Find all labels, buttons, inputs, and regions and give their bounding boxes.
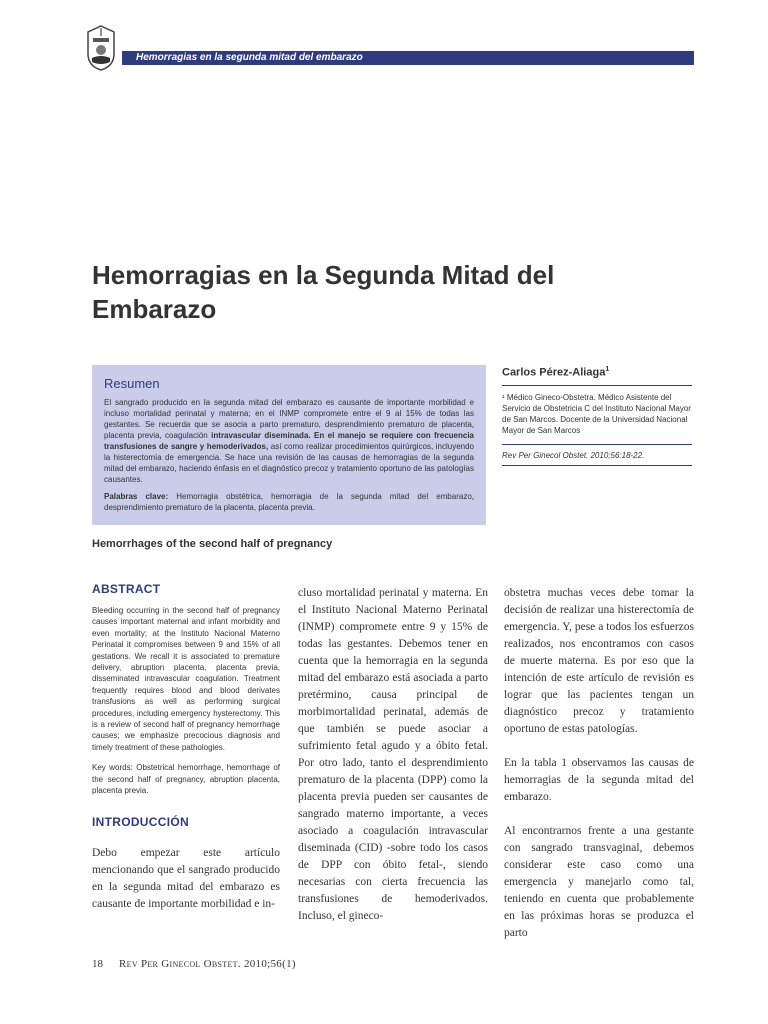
- introduccion-col2-text: cluso mortalidad perinatal y materna. En el Instituto Nacional Materno Perinatal (INMP) compromete entre 9 y 15% de todas las gestantes. Debemos tener en cuenta que la hemorragia en la segunda mitad del embarazo está asociada a parto pretérmino, causa principal de morbimortalidad perinatal, además de que también se puede asociar a sufrimiento fetal agudo y a óbito fetal. Por otro lado, tanto el desprendimiento prematuro de la placenta (DPP) como la placenta previa pueden ser causantes de sangrado materno importante, a veces asociado a coagulación intravascular diseminada (CID) -sobre todo los casos de DPP con óbito fetal-, siendo necesarias con cierta frecuencia las transfusiones de hemoderivados. Incluso, el gineco-: [298, 587, 488, 922]
- abstract-keywords-text: Obstetrical hemorrhage, hemorrhage of the second half of pregnancy, abruption placenta, placenta previa.: [92, 763, 280, 796]
- introduccion-col3-p1: obstetra muchas veces debe tomar la decisión de realizar una histerectomía de emergencia. Y, pese a todos los esfuerzos realizados, nos encontramos con casos de muerte materna. Es por eso que la intención de este artículo de revisión es lograr que las pacientes tengan un diagnóstico precoz y tratamiento oportuno de estas patologías.: [504, 587, 694, 735]
- author-name: [502, 366, 692, 386]
- page-footer: [92, 958, 296, 970]
- abstract-text: Bleeding occurring in the second half of pregnancy causes important maternal and infant morbidity and even mortality; at the Instituto Nacional Materno Perinatal it compromises between 9 and 15% of all gestations. We recall it is associated to premature delivery, abruption placenta, placenta previa, disseminated intravascular coagulation. Treatment frequently requires blood and blood derivates transfusions as well as performing surgical procedures, including emergency hysterectomy. This is a review of second half of pregnancy hemorrhage causes; we emphasize precocious diagnosis and timely treatment of these pathologies.: [92, 606, 280, 752]
- column-2: [298, 585, 488, 925]
- abstract-keywords: [92, 762, 280, 796]
- introduccion-col3-p2: En la tabla 1 observamos las causas de hemorragias de la segunda mitad del embarazo.: [504, 757, 694, 803]
- resumen-text-b: así como realizar procedimientos quirúrgicos, incluyendo la histerectomía de emergencia. Se hace una revisión de las causas de hemorragias de la segunda mitad del embarazo, haciendo énfasis en el diagnóstico precoz y tratamiento oportuno de las patologías causantes.: [104, 442, 475, 484]
- abstract-heading: ABSTRACT: [92, 582, 161, 596]
- resumen-keywords-text: Hemorragia obstétrica, hemorragia de la segunda mitad del embarazo, desprendimiento prematuro de la placenta, placenta previa.: [104, 492, 474, 512]
- author-sup: 1: [605, 366, 610, 373]
- citation: Rev Per Ginecol Obstet. 2010;56:18-22.: [502, 451, 692, 466]
- journal-logo-icon: [84, 24, 118, 72]
- column-3: [504, 585, 694, 942]
- resumen-text: [104, 397, 474, 485]
- abstract-keywords-label: Key words:: [92, 763, 133, 773]
- resumen-keywords-label: Palabras clave:: [104, 492, 169, 501]
- introduccion-col3-p3: Al encontrarnos frente a una gestante con sangrado transvaginal, debemos considerar este caso como una emergencia y manejarlo como tal, teniendo en cuenta que probablemente en las próximas horas se produzca el parto: [504, 825, 694, 939]
- author-name-text: Carlos Pérez-Aliaga: [502, 366, 606, 379]
- english-title: Hemorrhages of the second half of pregnancy: [92, 538, 333, 550]
- footer-journal: Rev Per Ginecol Obstet. 2010;56(1): [119, 958, 296, 970]
- author-affiliation: ¹ Médico Gineco-Obstetra. Médico Asistente del Servicio de Obstetricia C del Instituto Nacional Mayor de San Marcos. Docente de la Universidad Nacional Mayor de San Marcos: [502, 392, 692, 445]
- introduccion-heading: INTRODUCCIÓN: [92, 814, 189, 829]
- page-number: 18: [92, 958, 103, 970]
- running-header: Hemorragias en la segunda mitad del embarazo: [122, 51, 694, 65]
- resumen-heading: Resumen: [104, 376, 160, 391]
- resumen-text-bold: intravascular diseminada. En el manejo se requiere con frecuencia transfusiones de sangre y hemoderivados,: [104, 431, 475, 451]
- resumen-box: [92, 365, 486, 525]
- article-title: Hemorragias en la Segunda Mitad del Embarazo: [92, 260, 555, 324]
- resumen-keywords: [104, 491, 474, 513]
- introduccion-col1-text: Debo empezar este artículo mencionando que el sangrado producido en la segunda mitad del embarazo es causante de importante morbilidad e in-: [92, 846, 280, 910]
- author-block: [502, 366, 692, 466]
- column-1: [92, 582, 280, 913]
- resumen-text-a: El sangrado producido en la segunda mitad del embarazo es causante de importante morbilidad e incluso mortalidad perinatal y materna; en el INMP compromete entre el 9 al 15% de todas las gestantes. Se recuerda que se asocia a parto prematuro, desprendimiento prematuro de placenta, placenta previa, coagulación: [104, 398, 474, 440]
